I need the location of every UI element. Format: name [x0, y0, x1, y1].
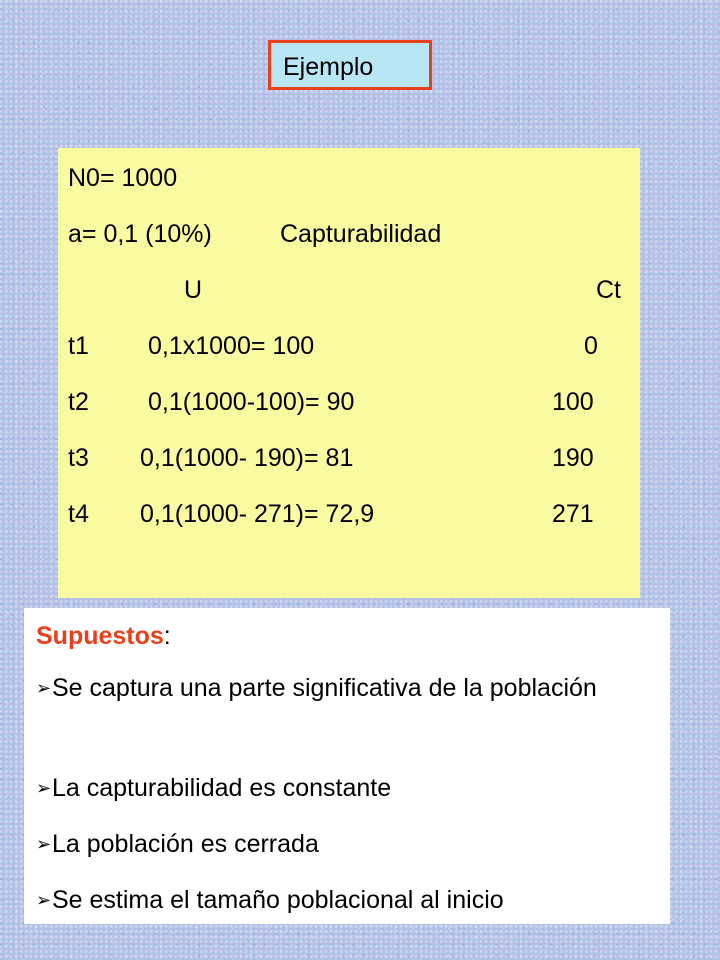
- row-ct: 100: [552, 388, 594, 416]
- list-item: [36, 828, 656, 861]
- row-t: t3: [68, 444, 89, 472]
- a-label: Capturabilidad: [280, 220, 442, 248]
- list-item-text: Se estima el tamaño poblacional al inicio: [52, 886, 504, 914]
- arrow-bullet-icon: ➢: [36, 834, 52, 854]
- row-t: t2: [68, 388, 89, 416]
- list-item: [36, 884, 656, 917]
- list-item-text: La población es cerrada: [52, 830, 319, 858]
- list-item-text: Se captura una parte significativa de la población: [52, 674, 597, 702]
- arrow-bullet-icon: ➢: [36, 778, 52, 798]
- row-formula: 0,1x1000= 100: [148, 332, 315, 360]
- arrow-bullet-icon: ➢: [36, 678, 52, 698]
- list-item: [36, 672, 656, 705]
- list-item: [36, 772, 656, 805]
- assumptions-heading-colon: :: [163, 622, 171, 650]
- header-u: U: [184, 276, 203, 304]
- a-line: a= 0,1 (10%): [68, 220, 212, 248]
- row-ct: 0: [584, 332, 598, 360]
- row-ct: 190: [552, 444, 594, 472]
- row-formula: 0,1(1000-100)= 90: [148, 388, 355, 416]
- row-formula: 0,1(1000- 271)= 72,9: [140, 500, 375, 528]
- row-ct: 271: [552, 500, 594, 528]
- header-ct: Ct: [596, 276, 621, 304]
- arrow-bullet-icon: ➢: [36, 890, 52, 910]
- row-t: t1: [68, 332, 89, 360]
- assumptions-box: [24, 608, 670, 924]
- title-box: [268, 40, 432, 90]
- n0-line: N0= 1000: [68, 164, 178, 192]
- assumptions-heading-text: Supuestos: [36, 622, 164, 650]
- row-t: t4: [68, 500, 89, 528]
- example-box: [58, 148, 640, 598]
- title: Ejemplo: [283, 53, 374, 81]
- list-item-text: La capturabilidad es constante: [52, 774, 392, 802]
- row-formula: 0,1(1000- 190)= 81: [140, 444, 354, 472]
- assumptions-heading: [36, 624, 171, 649]
